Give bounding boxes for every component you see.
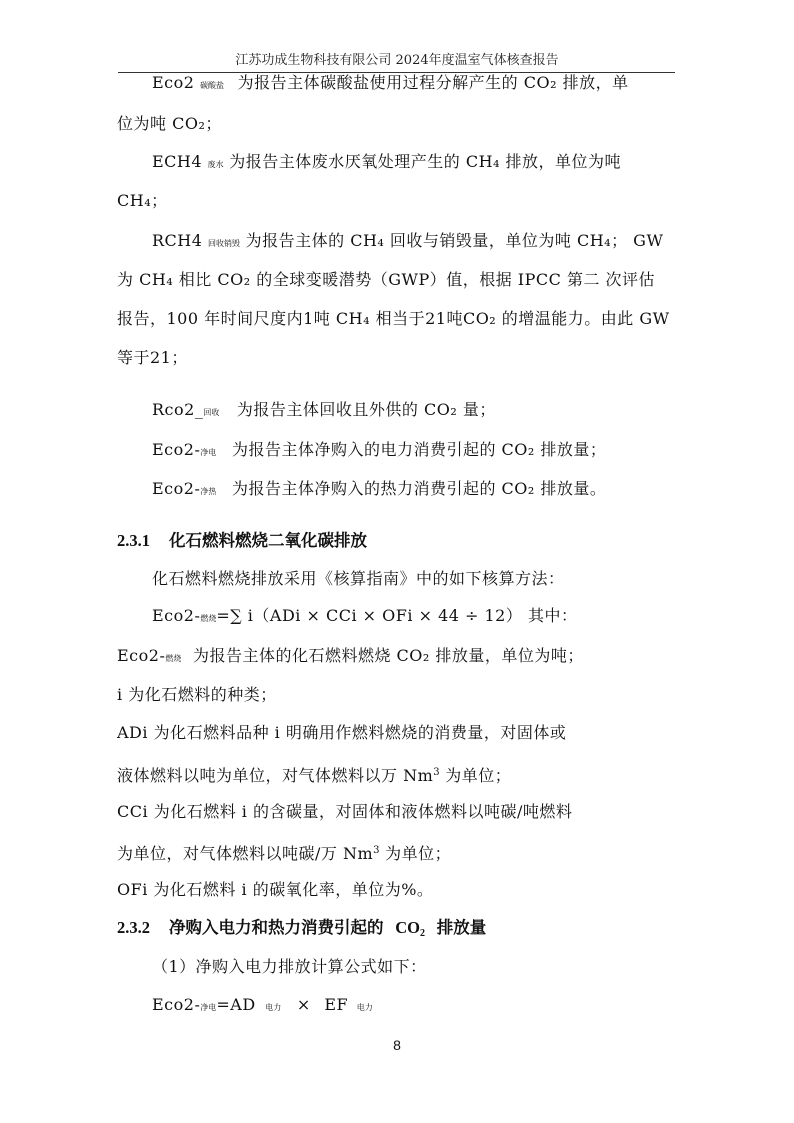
definition-e-co2-combustion [117, 645, 584, 670]
definition-text: 为报告主体的 CH₄ 回收与销毁量，单位为吨 CH₄； GW [245, 231, 664, 250]
ef-symbol: EF [324, 995, 349, 1014]
page-number: 8 [393, 1037, 401, 1053]
definition-e-co2-net-electricity [152, 439, 606, 464]
definition-text: 为报告主体净购入的电力消费引起的 CO₂ 排放量； [231, 440, 607, 459]
definition-text: 为报告主体碳酸盐使用过程分解产生的 CO₂ 排放，单 [237, 73, 629, 92]
definition-continuation: 报告，100 年时间尺度内1吨 CH₄ 相当于21吨CO₂ 的增温能力。由此 GW [117, 309, 670, 328]
text: 为单位； [439, 766, 512, 785]
superscript: 3 [373, 845, 380, 856]
equals-ad: =AD [216, 995, 256, 1014]
definition-e-co2-carbonate [152, 72, 629, 97]
definition-adi-continuation [117, 762, 511, 787]
symbol-subscript: 净热 [200, 487, 217, 496]
symbol: Eco2- [152, 995, 201, 1014]
symbol: Eco2- [152, 479, 201, 498]
formula-rhs: =∑ i（ADi × CCi × OFi × 44 ÷ 12） 其中： [216, 606, 578, 625]
combustion-formula [152, 605, 577, 630]
section-number: 2.3.1 [117, 531, 150, 550]
definition-ofi: OFi 为化石燃料 i 的碳氧化率，单位为%。 [117, 880, 434, 899]
section-intro: 化石燃料燃烧排放采用《核算指南》中的如下核算方法： [152, 569, 565, 588]
co2-subscript: 2 [420, 928, 425, 939]
definition-e-ch4-wastewater [152, 151, 621, 176]
symbol-subscript: 回收销毁 [208, 239, 241, 248]
definition-text: 为报告主体净购入的热力消费引起的 CO₂ 排放量。 [231, 479, 607, 498]
symbol-subscript: 碳酸盐 [200, 81, 225, 90]
item-net-electricity-formula-intro: （1）净购入电力排放计算公式如下： [152, 957, 427, 976]
section-heading-2-3-1 [117, 530, 367, 552]
text: 为单位，对气体燃料以吨碳/万 Nm [117, 844, 374, 863]
definition-continuation: 等于21； [117, 348, 188, 367]
definition-r-ch4-recovered [152, 230, 663, 255]
symbol-subscript: 燃烧 [200, 614, 217, 623]
ad-subscript: 电力 [265, 1003, 282, 1012]
definition-continuation: 为 CH₄ 相比 CO₂ 的全球变暖潜势（GWP）值，根据 IPCC 第二 次评估 [117, 270, 656, 289]
co2-text: CO [395, 918, 420, 937]
symbol: RCH4 [152, 231, 203, 250]
symbol: Eco2- [117, 646, 166, 665]
superscript: 3 [433, 767, 440, 778]
definition-cci: CCi 为化石燃料 i 的含碳量，对固体和液体燃料以吨碳/吨燃料 [117, 802, 573, 821]
running-header: 江苏功成生物科技有限公司 2024年度温室气体核查报告 [235, 53, 559, 68]
section-number: 2.3.2 [117, 918, 150, 937]
definition-continuation: CH₄； [117, 191, 168, 210]
section-title-end: 排放量 [436, 918, 487, 937]
symbol-subscript: 燃烧 [165, 654, 182, 663]
definition-cci-continuation [117, 840, 451, 865]
symbol: Rco2_ [152, 400, 204, 419]
section-title-co2 [395, 918, 425, 937]
symbol: Eco2 [152, 73, 195, 92]
definition-i: i 为化石燃料的种类； [117, 685, 277, 704]
times-sign: × [296, 995, 311, 1014]
definition-text: 为报告主体的化石燃料燃烧 CO₂ 排放量，单位为吨； [192, 646, 584, 665]
text: 液体燃料以吨为单位，对气体燃料以万 Nm [117, 766, 434, 785]
symbol: ECH4 [152, 152, 203, 171]
symbol-subscript: 净电 [200, 448, 217, 457]
symbol: Eco2- [152, 440, 201, 459]
definition-adi: ADi 为化石燃料品种 i 明确用作燃料燃烧的消费量，对固体或 [117, 723, 567, 742]
symbol: Eco2- [152, 606, 201, 625]
symbol-subscript: 废水 [207, 160, 224, 169]
symbol-subscript: 回收 [203, 408, 220, 417]
definition-text: 为报告主体回收且外供的 CO₂ 量； [236, 400, 496, 419]
net-electricity-formula [152, 994, 373, 1019]
ef-subscript: 电力 [356, 1003, 373, 1012]
definition-r-co2-recovered [152, 399, 496, 424]
definition-continuation: 位为吨 CO₂； [117, 114, 222, 133]
definition-text: 为报告主体废水厌氧处理产生的 CH₄ 排放，单位为吨 [229, 152, 622, 171]
definition-e-co2-net-heat [152, 478, 606, 503]
section-title: 化石燃料燃烧二氧化碳排放 [169, 531, 367, 550]
section-heading-2-3-2 [117, 917, 486, 945]
text: 为单位； [379, 844, 452, 863]
symbol-subscript: 净电 [200, 1003, 217, 1012]
section-title: 净购入电力和热力消费引起的 [169, 918, 384, 937]
